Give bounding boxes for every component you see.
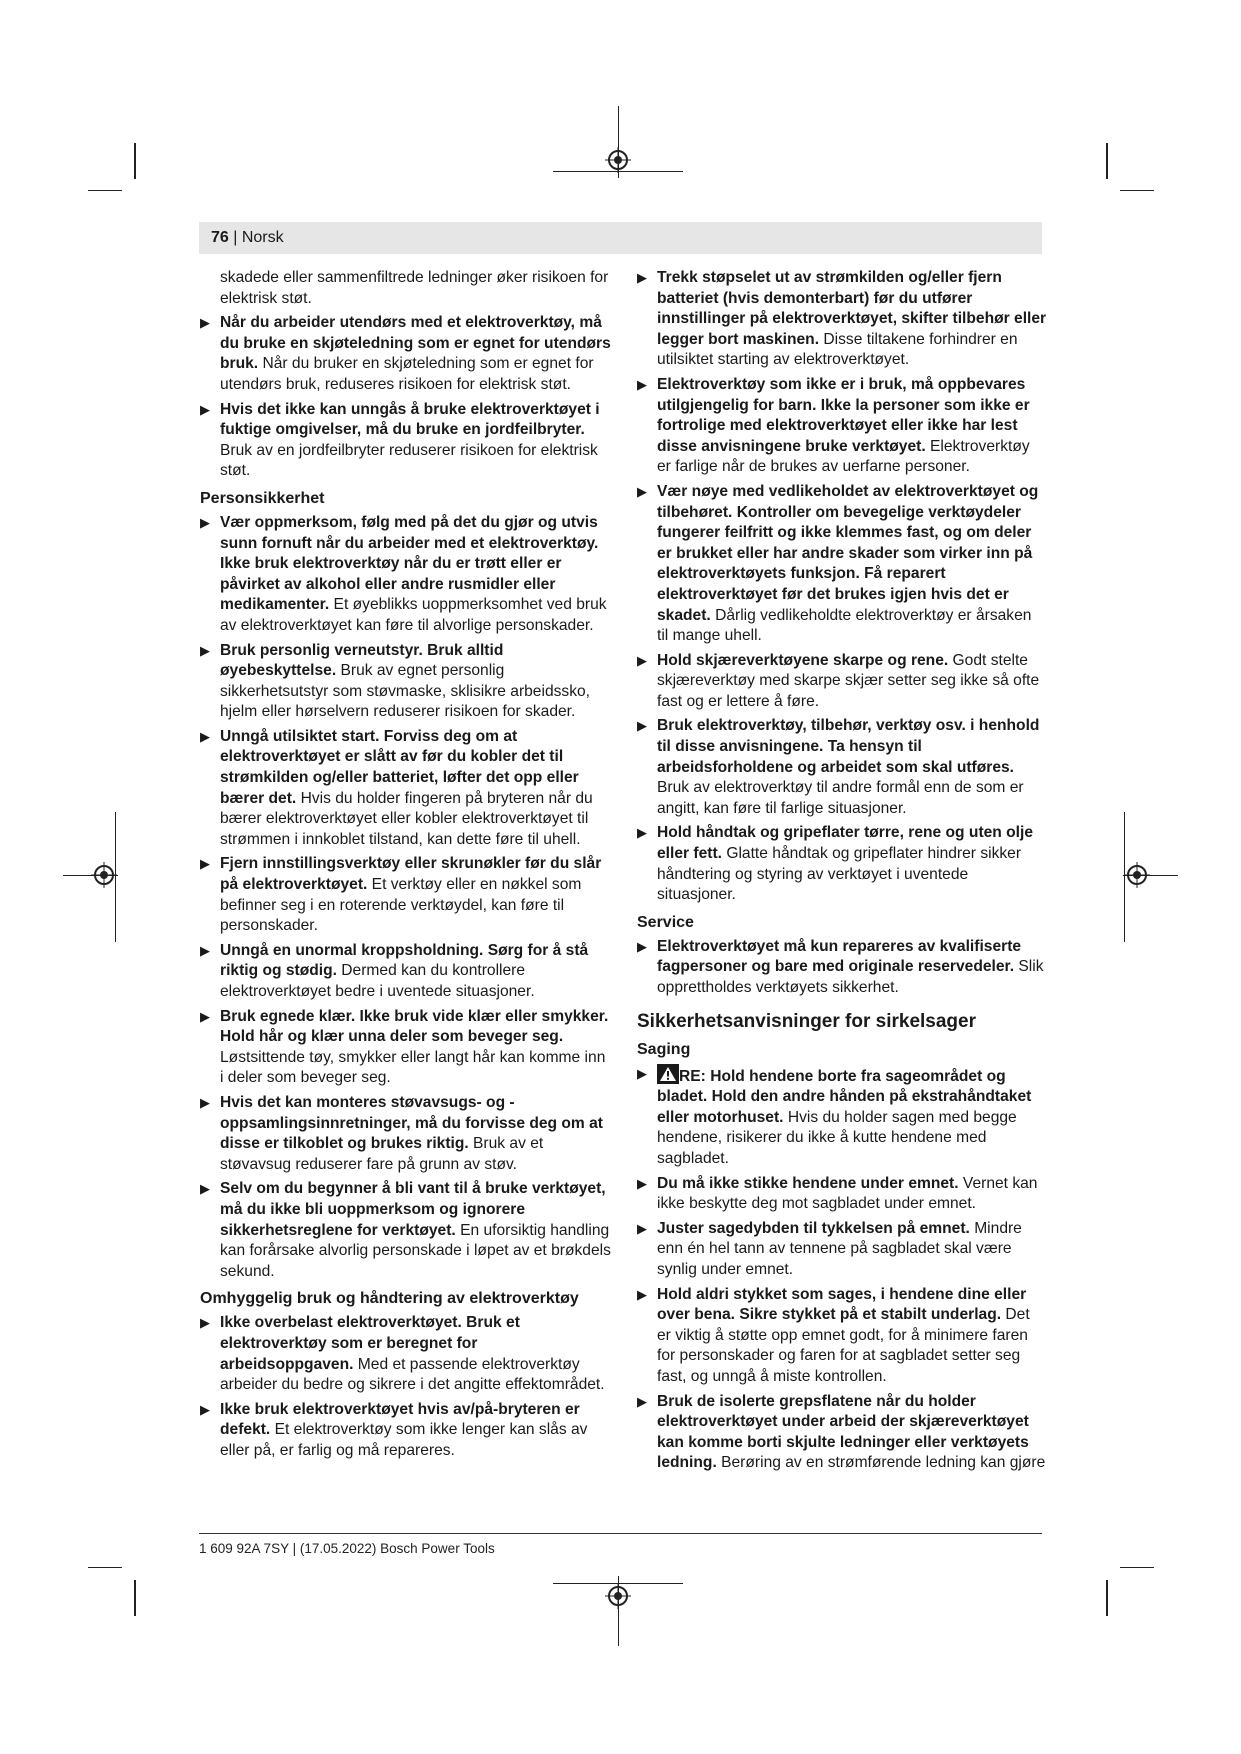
list-item: ▶ RE: Hold hendene borte fra sageområdet og bladet. Hold den andre hånden på ekstrahåndtaket eller motorhuset. Hvis du holder sagen med begge hendene, risikerer du ikke å kutte hendene med sagbladet. (637, 1065, 1032, 1167)
list-item: ▶ Unngå utilsiktet start. Forviss deg om at elektroverktøyet er slått av før du kobler det til strømkilden og/eller batteriet, løfter det opp eller bærer det. Hvis du holder fingeren på bryteren når du bærer elektroverktøyet eller kobler elektroverktøyet til strømmen i innkoblet tilstand, kan dette føre til uhell. (200, 727, 593, 848)
list-item: ▶ Vær nøye med vedlikeholdet av elektroverktøyet og tilbehøret. Kontroller om bevegelige verktøydeler fungerer feilfritt og ikke klemmes fast, og om deler er brukket eller har andre skader som virker inn på elektroverktøyets funksjon. Få reparert elektroverktøyet før det brukes igjen hvis det er skadet. Dårlig vedlikeholdte elektroverktøy er årsaken til mange uhell. (637, 482, 1039, 645)
bullet-arrow-icon: ▶ (200, 401, 210, 417)
bullet-arrow-icon: ▶ (637, 270, 647, 285)
bullet-arrow-icon: ▶ (200, 1315, 210, 1331)
bullet-arrow-icon: ▶ (200, 1094, 210, 1110)
list-item: ▶ Juster sagedybden til tykkelsen på emnet. Mindre enn én hel tann av tennene på sagbladet skal være synlig under emnet. (637, 1219, 1022, 1278)
list-item: ▶ Elektroverktøyet må kun repareres av kvalifiserte fagpersoner og bare med originale reservedeler. Slik opprettholdes verktøyets sikkerhet. (637, 937, 1044, 996)
section-heading: Omhyggelig bruk og håndtering av elektroverktøy (200, 1290, 579, 1308)
section-title: Norsk (241, 229, 284, 246)
danger-warning-icon (657, 1064, 679, 1084)
list-item: ▶ Hvis det ikke kan unngås å bruke elektroverktøyet i fuktige omgivelser, må du bruke en jordfeilbryter. Bruk av en jordfeilbryter reduserer risikoen for elektrisk støt. (200, 400, 600, 480)
crop-mark (1120, 190, 1154, 191)
registration-mark-icon (91, 862, 117, 888)
chapter-heading: Sikkerhetsanvisninger for sirkelsager (637, 1010, 976, 1032)
bullet-arrow-icon: ▶ (200, 642, 210, 658)
list-item: ▶ Bruk de isolerte grepsflatene når du holder elektroverktøyet under arbeid der skjæreverktøyet kan komme borti skjulte ledninger eller verktøyets ledning. Berøring av en strømførende ledning kan gjøre (637, 1392, 1046, 1472)
crop-mark (134, 1580, 136, 1616)
list-item: ▶ Hold håndtak og gripeflater tørre, rene og uten olje eller fett. Glatte håndtak og gripeflater hindrer sikker håndtering og styring av verktøyet i uventede situasjoner. (637, 824, 1034, 904)
list-item: ▶ Bruk egnede klær. Ikke bruk vide klær eller smykker. Hold hår og klær unna deler som beveger seg. Løstsittende tøy, smykker eller langt hår kan komme inn i deler som beveger seg. (200, 1007, 609, 1087)
bullet-arrow-icon: ▶ (200, 942, 210, 958)
list-item: ▶ Unngå en unormal kroppsholdning. Sørg for å stå riktig og stødig. Dermed kan du kontrollere elektroverktøyet bedre i uventede situasjoner. (200, 941, 589, 1000)
bullet-arrow-icon: ▶ (200, 315, 210, 331)
section-heading: Saging (637, 1040, 691, 1058)
bullet-arrow-icon: ▶ (637, 718, 647, 734)
bullet-arrow-icon: ▶ (637, 1220, 647, 1236)
bullet-arrow-icon: ▶ (637, 376, 647, 392)
bullet-arrow-icon: ▶ (637, 1065, 647, 1081)
bullet-arrow-icon: ▶ (200, 514, 210, 530)
list-item: ▶ Bruk personlig verneutstyr. Bruk alltid øyebeskyttelse. Bruk av egnet personlig sikkerhetsutstyr som støvmaske, sklisikre arbeidssko, hjelm eller hørselvern reduserer risikoen for skader. (200, 641, 591, 721)
page-footer: 1 609 92A 7SY | (17.05.2022) Bosch Power Tools (199, 1541, 495, 1556)
list-item: ▶ Bruk elektroverktøy, tilbehør, verktøy osv. i henhold til disse anvisningene. Ta hensyn til arbeidsforholdene og arbeidet som skal utføres. Bruk av elektroverktøy til andre formål enn de som er angitt, kan føre til farlige situasjoner. (637, 717, 1040, 817)
page-number: 76 (211, 229, 229, 246)
list-item: ▶ Trekk støpselet ut av strømkilden og/eller fjern batteriet (hvis demonterbart) før du utfører innstillinger på elektroverktøyet, skifter tilbehør eller legger bort maskinen. Disse tiltakene forhindrer en utilsiktet starting av elektroverktøyet. (637, 269, 1047, 369)
bullet-arrow-icon: ▶ (637, 652, 647, 668)
list-item: ▶ Hold aldri stykket som sages, i hendene dine eller over bena. Sikre stykket på et stabilt underlag. Det er viktig å støtte opp emnet godt, for å minimere faren for personskader og faren for at sagbladet setter seg fast, og unngå å miste kontrollen. (637, 1285, 1030, 1385)
bullet-arrow-icon: ▶ (637, 825, 647, 841)
crop-mark (1120, 1567, 1154, 1568)
crop-mark (1106, 143, 1108, 179)
right-column (637, 268, 1047, 1478)
list-item: ▶ Vær oppmerksom, følg med på det du gjør og utvis sunn fornuft når du arbeider med et elektroverktøy. Ikke bruk elektroverktøy når du er trøtt eller er påvirket av alkohol eller andre rusmidler eller medikamenter. Et øyeblikks uoppmerksomhet ved bruk av elektroverktøyet kan føre til alvorlige personskader. (200, 513, 607, 634)
bullet-arrow-icon: ▶ (637, 1393, 647, 1409)
registration-mark-icon (605, 147, 631, 173)
crop-mark (1106, 1580, 1108, 1616)
list-item: ▶ Hold skjæreverktøyene skarpe og rene. Godt stelte skjæreverktøy med skarpe skjær setter seg ikke så ofte fast og er lettere å føre. (637, 651, 1040, 710)
intro-paragraph: skadede eller sammenfiltrede ledninger øker risikoen for elektrisk støt. (220, 269, 609, 307)
list-item: ▶ Du må ikke stikke hendene under emnet. Vernet kan ikke beskytte deg mot sagbladet under emnet. (637, 1174, 1038, 1213)
left-column (200, 268, 612, 1465)
list-item: ▶ Elektroverktøy som ikke er i bruk, må oppbevares utilgjengelig for barn. Ikke la personer som ikke er fortrolige med elektroverktøyet eller ikke har lest disse anvisningene bruke verktøyet. Elektroverktøy er farlige når de brukes av uerfarne personer. (637, 375, 1030, 476)
list-item: ▶ Ikke overbelast elektroverktøyet. Bruk et elektroverktøy som er beregnet for arbeidsoppgaven. Med et passende elektroverktøy arbeider du bedre og sikrere i det angitte effektområdet. (200, 1314, 605, 1394)
bullet-arrow-icon: ▶ (200, 1008, 210, 1024)
page-header: 76 | Norsk (199, 222, 1042, 254)
list-item: ▶ Hvis det kan monteres støvavsugs- og -oppsamlingsinnretninger, må du forvisse deg om at disse er tilkoblet og brukes riktig. Bruk av et støvavsug reduserer fare på grunn av støv. (200, 1093, 603, 1173)
crop-mark (134, 143, 136, 179)
list-item: ▶ Selv om du begynner å bli vant til å bruke verktøyet, må du ikke bli uoppmerksom og ignorere sikkerhetsreglene for verktøyet. En uforsiktig handling kan forårsake alvorlig personskade i løpet av et brøkdels sekund. (200, 1180, 611, 1280)
list-item: ▶ Når du arbeider utendørs med et elektroverktøy, må du bruke en skjøteledning som er egnet for utendørs bruk. Når du bruker en skjøteledning som er egnet for utendørs bruk, reduseres risikoen for elektrisk støt. (200, 314, 611, 393)
registration-mark-icon (1124, 862, 1150, 888)
section-heading: Service (637, 913, 694, 931)
bullet-arrow-icon: ▶ (200, 856, 210, 872)
crop-mark (88, 190, 122, 191)
bullet-arrow-icon: ▶ (200, 1401, 210, 1417)
bullet-arrow-icon: ▶ (200, 1181, 210, 1197)
bullet-arrow-icon: ▶ (637, 938, 647, 954)
bullet-arrow-icon: ▶ (637, 483, 647, 499)
bullet-arrow-icon: ▶ (637, 1175, 647, 1191)
bullet-arrow-icon: ▶ (637, 1286, 647, 1302)
list-item: ▶ Ikke bruk elektroverktøyet hvis av/på-bryteren er defekt. Et elektroverktøy som ikke lenger kan slås av eller på, er farlig og må repareres. (200, 1400, 588, 1459)
registration-mark-icon (605, 1583, 631, 1609)
section-heading: Personsikkerhet (200, 489, 325, 507)
list-item: ▶ Fjern innstillingsverktøy eller skrunøkler før du slår på elektroverktøyet. Et verktøy eller en nøkkel som befinner seg i en roterende verktøydel, kan føre til personskader. (200, 855, 602, 935)
footer-divider (199, 1533, 1042, 1534)
bullet-arrow-icon: ▶ (200, 728, 210, 744)
crop-mark (88, 1567, 122, 1568)
